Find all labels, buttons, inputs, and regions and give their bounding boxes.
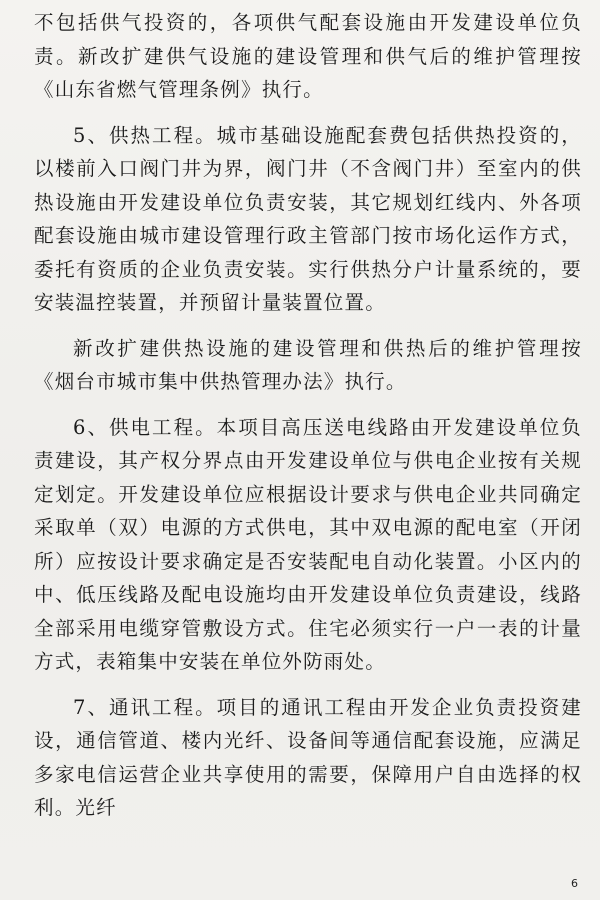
paragraph-gas-continuation: 不包括供气投资的，各项供气配套设施由开发建设单位负责。新改扩建供气设施的建设管理和供气后的维护管理按《山东省燃气管理条例》执行。 <box>34 11 582 101</box>
page-number: 6 <box>571 877 578 890</box>
paragraph-heating: 5、供热工程。城市基础设施配套费包括供热投资的，以楼前入口阀门井为界，阀门井（不含阀门井）至室内的供热设施由开发建设单位负责安装，其它规划红线内、外各项配套设施由城市建设管理行政主管部门按市场化运作方式，委托有资质的企业负责安装。实行供热分户计量系统的，要安装温控装置，并预留计量装置位置。 <box>34 123 582 314</box>
paragraph-heating-management: 新改扩建供热设施的建设管理和供热后的维护管理按《烟台市城市集中供热管理办法》执行。 <box>34 336 582 393</box>
paragraph-communication: 7、通讯工程。项目的通讯工程由开发企业负责投资建设，通信管道、楼内光纤、设备间等通信配套设施，应满足多家电信运营企业共享使用的需要，保障用户自由选择的权利。光纤 <box>34 695 582 819</box>
paragraph-power-supply: 6、供电工程。本项目高压送电线路由开发建设单位负责建设，其产权分界点由开发建设单位与供电企业按有关规定划定。开发建设单位应根据设计要求与供电企业共同确定采取单（双）电源的方式供电，其中双电源的配电室（开闭所）应按设计要求确定是否安装配电自动化装置。小区内的中、低压线路及配电设施均由开发建设单位负责建设，线路全部采用电缆穿管敷设方式。住宅必须实行一户一表的计量方式，表箱集中安装在单位外防雨处。 <box>34 415 582 673</box>
